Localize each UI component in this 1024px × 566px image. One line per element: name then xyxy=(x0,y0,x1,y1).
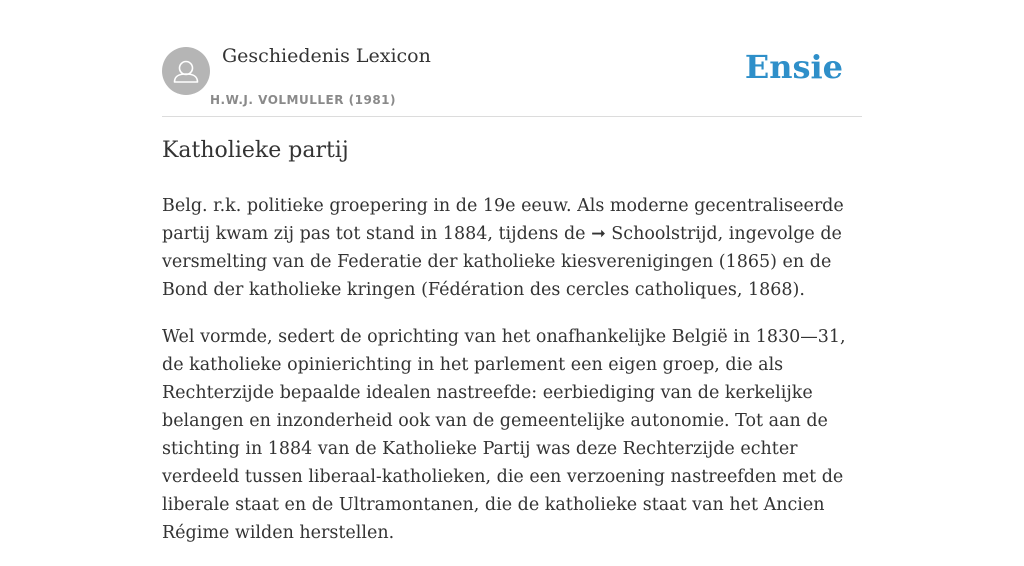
source-header xyxy=(162,0,862,117)
article-title: Katholieke partij xyxy=(162,138,349,163)
paragraph-1 xyxy=(162,192,864,304)
ensie-logo[interactable]: Ensie xyxy=(744,48,843,86)
user-icon xyxy=(162,47,210,95)
paragraph-1-text-b: , ingevolge de versmelting van de Federatie der katholieke kiesverenigingen (1865) en de Bond der katholieke kringen (Fédération des cercles catholiques, 1868). xyxy=(162,224,842,300)
author-byline[interactable]: H.W.J. VOLMULLER (1981) xyxy=(210,93,397,107)
source-title[interactable]: Geschiedenis Lexicon xyxy=(222,45,431,67)
article-body xyxy=(162,192,864,566)
schoolstrijd-link[interactable]: ➞ Schoolstrijd xyxy=(591,224,718,244)
paragraph-2: Wel vormde, sedert de oprichting van het onafhankelijke België in 1830—31, de katholieke opinierichting in het parlement een eigen groep, die als Rechterzijde bepaalde idealen nastreefde: eerbiediging van de kerkelijke belangen en inzonderheid ook van de gemeentelijke autonomie. Tot aan de stichting in 1884 van de Katholieke Partij was deze Rechterzijde echter verdeeld tussen liberaal-katholieken, die een verzoening nastreefden met de liberale staat en de Ultramontanen, die de katholieke staat van het Ancien Régime wilden herstellen. xyxy=(162,327,846,543)
paragraph-1-text-a: Belg. r.k. politieke groepering in de 19e eeuw. Als moderne gecentraliseerde partij kwam zij pas tot stand in 1884, tijdens de xyxy=(162,196,844,244)
